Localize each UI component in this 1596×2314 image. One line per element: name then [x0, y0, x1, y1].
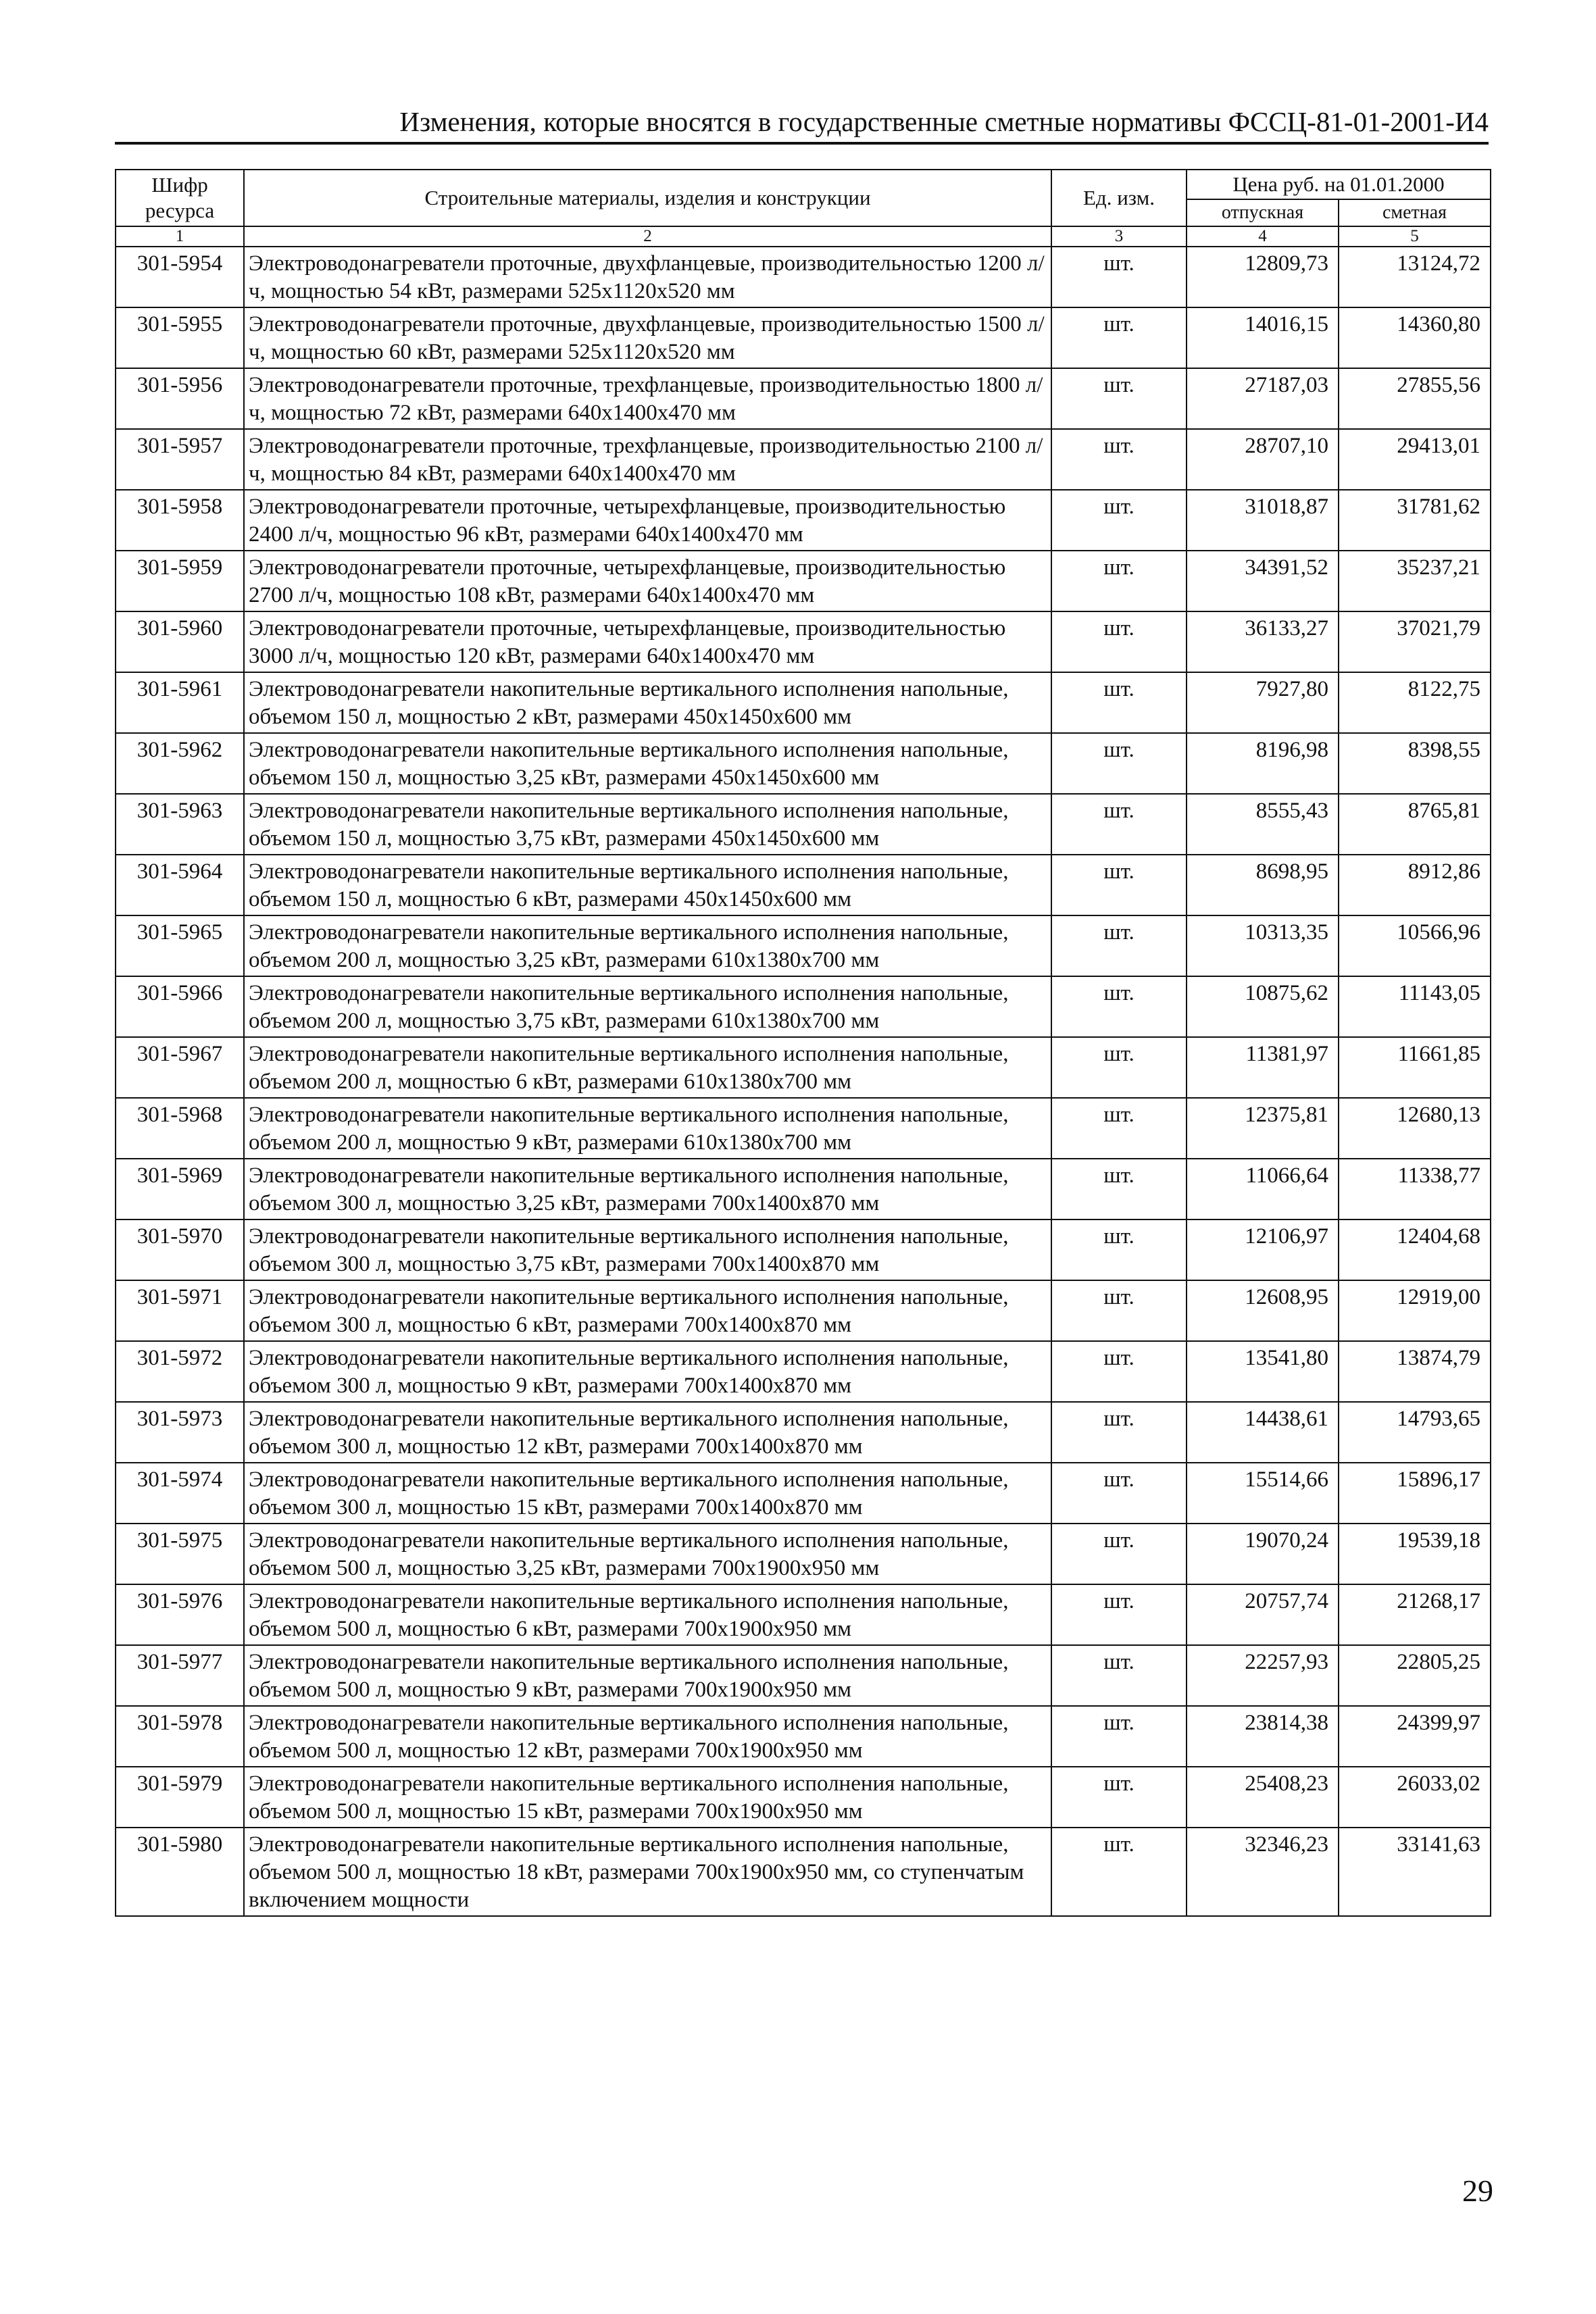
header-code: Шифр ресурса — [116, 170, 244, 226]
material-name: Электроводонагреватели проточные, двухфланцевые, производительностью 1200 л/ч, мощностью 54 кВт, размерами 525x1120x520 мм — [244, 247, 1051, 307]
material-name: Электроводонагреватели проточные, четырехфланцевые, производительностью 3000 л/ч, мощностью 120 кВт, размерами 640x1400x470 мм — [244, 611, 1051, 672]
unit-of-measure: шт. — [1051, 307, 1187, 368]
material-name: Электроводонагреватели накопительные вертикального исполнения напольные, объемом 500 л, мощностью 12 кВт, размерами 700x1900x950 мм — [244, 1706, 1051, 1767]
unit-of-measure: шт. — [1051, 672, 1187, 733]
material-name: Электроводонагреватели накопительные вертикального исполнения напольные, объемом 150 л, мощностью 6 кВт, размерами 450x1450x600 мм — [244, 855, 1051, 915]
estimate-price: 31781,62 — [1339, 490, 1491, 551]
page-number: 29 — [1462, 2173, 1493, 2208]
table-row — [116, 1159, 1491, 1219]
unit-of-measure: шт. — [1051, 429, 1187, 490]
estimate-price: 19539,18 — [1339, 1524, 1491, 1584]
table-row — [116, 1463, 1491, 1524]
estimate-price: 8398,55 — [1339, 733, 1491, 794]
estimate-price: 10566,96 — [1339, 915, 1491, 976]
column-number: 4 — [1187, 226, 1339, 247]
resource-code: 301-5976 — [116, 1584, 244, 1645]
estimate-price: 24399,97 — [1339, 1706, 1491, 1767]
table-row — [116, 611, 1491, 672]
resource-code: 301-5979 — [116, 1767, 244, 1828]
material-name: Электроводонагреватели накопительные вертикального исполнения напольные, объемом 500 л, мощностью 6 кВт, размерами 700x1900x950 мм — [244, 1584, 1051, 1645]
release-price: 14016,15 — [1187, 307, 1339, 368]
release-price: 20757,74 — [1187, 1584, 1339, 1645]
unit-of-measure: шт. — [1051, 1645, 1187, 1706]
estimate-price: 8122,75 — [1339, 672, 1491, 733]
resource-code: 301-5959 — [116, 551, 244, 611]
header-unit: Ед. изм. — [1051, 170, 1187, 226]
estimate-price: 11661,85 — [1339, 1037, 1491, 1098]
table-row — [116, 1645, 1491, 1706]
table-row — [116, 1828, 1491, 1916]
estimate-price: 33141,63 — [1339, 1828, 1491, 1916]
release-price: 12608,95 — [1187, 1280, 1339, 1341]
material-name: Электроводонагреватели накопительные вертикального исполнения напольные, объемом 150 л, мощностью 3,25 кВт, размерами 450x1450x600 мм — [244, 733, 1051, 794]
column-number: 3 — [1051, 226, 1187, 247]
material-name: Электроводонагреватели проточные, трехфланцевые, производительностью 2100 л/ч, мощностью 84 кВт, размерами 640x1400x470 мм — [244, 429, 1051, 490]
release-price: 12809,73 — [1187, 247, 1339, 307]
estimate-price: 14793,65 — [1339, 1402, 1491, 1463]
resource-code: 301-5963 — [116, 794, 244, 855]
unit-of-measure: шт. — [1051, 368, 1187, 429]
estimate-price: 12680,13 — [1339, 1098, 1491, 1159]
resource-code: 301-5975 — [116, 1524, 244, 1584]
unit-of-measure: шт. — [1051, 794, 1187, 855]
release-price: 8555,43 — [1187, 794, 1339, 855]
resource-code: 301-5965 — [116, 915, 244, 976]
resource-code: 301-5973 — [116, 1402, 244, 1463]
unit-of-measure: шт. — [1051, 1402, 1187, 1463]
estimate-price: 12404,68 — [1339, 1219, 1491, 1280]
material-name: Электроводонагреватели проточные, четырехфланцевые, производительностью 2700 л/ч, мощностью 108 кВт, размерами 640x1400x470 мм — [244, 551, 1051, 611]
unit-of-measure: шт. — [1051, 247, 1187, 307]
resource-code: 301-5962 — [116, 733, 244, 794]
resource-code: 301-5974 — [116, 1463, 244, 1524]
table-row — [116, 1524, 1491, 1584]
column-number: 1 — [116, 226, 244, 247]
unit-of-measure: шт. — [1051, 915, 1187, 976]
estimate-price: 29413,01 — [1339, 429, 1491, 490]
unit-of-measure: шт. — [1051, 1463, 1187, 1524]
material-name: Электроводонагреватели накопительные вертикального исполнения напольные, объемом 150 л, мощностью 3,75 кВт, размерами 450x1450x600 мм — [244, 794, 1051, 855]
release-price: 19070,24 — [1187, 1524, 1339, 1584]
material-name: Электроводонагреватели проточные, четырехфланцевые, производительностью 2400 л/ч, мощностью 96 кВт, размерами 640x1400x470 мм — [244, 490, 1051, 551]
table-header-row — [116, 170, 1491, 199]
table-row — [116, 672, 1491, 733]
page-header-title: Изменения, которые вносятся в государственные сметные нормативы ФССЦ-81-01-2001-И4 — [399, 106, 1489, 137]
material-name: Электроводонагреватели накопительные вертикального исполнения напольные, объемом 200 л, мощностью 3,25 кВт, размерами 610x1380x700 мм — [244, 915, 1051, 976]
resource-code: 301-5978 — [116, 1706, 244, 1767]
release-price: 11381,97 — [1187, 1037, 1339, 1098]
estimate-price: 11143,05 — [1339, 976, 1491, 1037]
estimate-price: 21268,17 — [1339, 1584, 1491, 1645]
table-row — [116, 855, 1491, 915]
release-price: 8698,95 — [1187, 855, 1339, 915]
material-name: Электроводонагреватели накопительные вертикального исполнения напольные, объемом 500 л, мощностью 9 кВт, размерами 700x1900x950 мм — [244, 1645, 1051, 1706]
table-row — [116, 915, 1491, 976]
estimate-price: 13874,79 — [1339, 1341, 1491, 1402]
unit-of-measure: шт. — [1051, 976, 1187, 1037]
release-price: 10875,62 — [1187, 976, 1339, 1037]
table-row — [116, 247, 1491, 307]
release-price: 10313,35 — [1187, 915, 1339, 976]
header-release-price: отпускная — [1187, 199, 1339, 226]
release-price: 8196,98 — [1187, 733, 1339, 794]
resource-code: 301-5969 — [116, 1159, 244, 1219]
table-body — [116, 247, 1491, 1916]
table-row — [116, 1098, 1491, 1159]
release-price: 25408,23 — [1187, 1767, 1339, 1828]
unit-of-measure: шт. — [1051, 611, 1187, 672]
material-name: Электроводонагреватели накопительные вертикального исполнения напольные, объемом 300 л, мощностью 6 кВт, размерами 700x1400x870 мм — [244, 1280, 1051, 1341]
release-price: 13541,80 — [1187, 1341, 1339, 1402]
unit-of-measure: шт. — [1051, 733, 1187, 794]
resource-code: 301-5958 — [116, 490, 244, 551]
release-price: 11066,64 — [1187, 1159, 1339, 1219]
resource-code: 301-5957 — [116, 429, 244, 490]
material-name: Электроводонагреватели накопительные вертикального исполнения напольные, объемом 500 л, мощностью 3,25 кВт, размерами 700x1900x950 мм — [244, 1524, 1051, 1584]
unit-of-measure: шт. — [1051, 1037, 1187, 1098]
unit-of-measure: шт. — [1051, 1767, 1187, 1828]
release-price: 23814,38 — [1187, 1706, 1339, 1767]
resource-code: 301-5977 — [116, 1645, 244, 1706]
resource-code: 301-5956 — [116, 368, 244, 429]
table-row — [116, 1767, 1491, 1828]
unit-of-measure: шт. — [1051, 1159, 1187, 1219]
resource-code: 301-5967 — [116, 1037, 244, 1098]
release-price: 32346,23 — [1187, 1828, 1339, 1916]
resource-code: 301-5955 — [116, 307, 244, 368]
header-name: Строительные материалы, изделия и конструкции — [244, 170, 1051, 226]
unit-of-measure: шт. — [1051, 1098, 1187, 1159]
material-name: Электроводонагреватели накопительные вертикального исполнения напольные, объемом 300 л, мощностью 3,25 кВт, размерами 700x1400x870 мм — [244, 1159, 1051, 1219]
resource-code: 301-5960 — [116, 611, 244, 672]
table-row — [116, 1219, 1491, 1280]
unit-of-measure: шт. — [1051, 1280, 1187, 1341]
release-price: 34391,52 — [1187, 551, 1339, 611]
unit-of-measure: шт. — [1051, 1341, 1187, 1402]
material-name: Электроводонагреватели накопительные вертикального исполнения напольные, объемом 200 л, мощностью 6 кВт, размерами 610x1380x700 мм — [244, 1037, 1051, 1098]
table-row — [116, 976, 1491, 1037]
release-price: 15514,66 — [1187, 1463, 1339, 1524]
table-row — [116, 1402, 1491, 1463]
table-row — [116, 1584, 1491, 1645]
table-row — [116, 794, 1491, 855]
material-name: Электроводонагреватели накопительные вертикального исполнения напольные, объемом 300 л, мощностью 3,75 кВт, размерами 700x1400x870 мм — [244, 1219, 1051, 1280]
header-estimate-price: сметная — [1339, 199, 1491, 226]
estimate-price: 11338,77 — [1339, 1159, 1491, 1219]
material-name: Электроводонагреватели проточные, двухфланцевые, производительностью 1500 л/ч, мощностью 60 кВт, размерами 525x1120x520 мм — [244, 307, 1051, 368]
release-price: 14438,61 — [1187, 1402, 1339, 1463]
table-row — [116, 490, 1491, 551]
unit-of-measure: шт. — [1051, 551, 1187, 611]
column-number-row — [116, 226, 1491, 247]
material-name: Электроводонагреватели накопительные вертикального исполнения напольные, объемом 500 л, мощностью 18 кВт, размерами 700x1900x950 мм, со ступенчатым включением мощности — [244, 1828, 1051, 1916]
header-rule — [115, 142, 1489, 145]
estimate-price: 15896,17 — [1339, 1463, 1491, 1524]
table-row — [116, 551, 1491, 611]
estimate-price: 12919,00 — [1339, 1280, 1491, 1341]
header-price: Цена руб. на 01.01.2000 — [1187, 170, 1491, 199]
release-price: 7927,80 — [1187, 672, 1339, 733]
resource-code: 301-5966 — [116, 976, 244, 1037]
material-name: Электроводонагреватели накопительные вертикального исполнения напольные, объемом 200 л, мощностью 9 кВт, размерами 610x1380x700 мм — [244, 1098, 1051, 1159]
material-name: Электроводонагреватели накопительные вертикального исполнения напольные, объемом 300 л, мощностью 15 кВт, размерами 700x1400x870 мм — [244, 1463, 1051, 1524]
estimate-price: 35237,21 — [1339, 551, 1491, 611]
table-row — [116, 307, 1491, 368]
table-row — [116, 1280, 1491, 1341]
table-row — [116, 733, 1491, 794]
release-price: 12106,97 — [1187, 1219, 1339, 1280]
table-row — [116, 1037, 1491, 1098]
unit-of-measure: шт. — [1051, 855, 1187, 915]
material-name: Электроводонагреватели накопительные вертикального исполнения напольные, объемом 500 л, мощностью 15 кВт, размерами 700x1900x950 мм — [244, 1767, 1051, 1828]
resource-code: 301-5971 — [116, 1280, 244, 1341]
material-name: Электроводонагреватели накопительные вертикального исполнения напольные, объемом 300 л, мощностью 12 кВт, размерами 700x1400x870 мм — [244, 1402, 1051, 1463]
resource-code: 301-5964 — [116, 855, 244, 915]
resource-code: 301-5972 — [116, 1341, 244, 1402]
unit-of-measure: шт. — [1051, 1828, 1187, 1916]
unit-of-measure: шт. — [1051, 490, 1187, 551]
material-name: Электроводонагреватели накопительные вертикального исполнения напольные, объемом 200 л, мощностью 3,75 кВт, размерами 610x1380x700 мм — [244, 976, 1051, 1037]
resource-code: 301-5968 — [116, 1098, 244, 1159]
column-number: 2 — [244, 226, 1051, 247]
estimate-price: 13124,72 — [1339, 247, 1491, 307]
unit-of-measure: шт. — [1051, 1524, 1187, 1584]
estimate-price: 14360,80 — [1339, 307, 1491, 368]
estimate-price: 8765,81 — [1339, 794, 1491, 855]
release-price: 31018,87 — [1187, 490, 1339, 551]
unit-of-measure: шт. — [1051, 1219, 1187, 1280]
price-table — [115, 169, 1491, 1917]
release-price: 36133,27 — [1187, 611, 1339, 672]
table-row — [116, 368, 1491, 429]
estimate-price: 27855,56 — [1339, 368, 1491, 429]
resource-code: 301-5954 — [116, 247, 244, 307]
estimate-price: 37021,79 — [1339, 611, 1491, 672]
estimate-price: 22805,25 — [1339, 1645, 1491, 1706]
column-number: 5 — [1339, 226, 1491, 247]
estimate-price: 26033,02 — [1339, 1767, 1491, 1828]
resource-code: 301-5980 — [116, 1828, 244, 1916]
material-name: Электроводонагреватели накопительные вертикального исполнения напольные, объемом 300 л, мощностью 9 кВт, размерами 700x1400x870 мм — [244, 1341, 1051, 1402]
estimate-price: 8912,86 — [1339, 855, 1491, 915]
unit-of-measure: шт. — [1051, 1584, 1187, 1645]
table-row — [116, 1341, 1491, 1402]
material-name: Электроводонагреватели проточные, трехфланцевые, производительностью 1800 л/ч, мощностью 72 кВт, размерами 640x1400x470 мм — [244, 368, 1051, 429]
release-price: 22257,93 — [1187, 1645, 1339, 1706]
table-row — [116, 429, 1491, 490]
resource-code: 301-5970 — [116, 1219, 244, 1280]
resource-code: 301-5961 — [116, 672, 244, 733]
material-name: Электроводонагреватели накопительные вертикального исполнения напольные, объемом 150 л, мощностью 2 кВт, размерами 450x1450x600 мм — [244, 672, 1051, 733]
release-price: 27187,03 — [1187, 368, 1339, 429]
unit-of-measure: шт. — [1051, 1706, 1187, 1767]
table-row — [116, 1706, 1491, 1767]
release-price: 12375,81 — [1187, 1098, 1339, 1159]
release-price: 28707,10 — [1187, 429, 1339, 490]
